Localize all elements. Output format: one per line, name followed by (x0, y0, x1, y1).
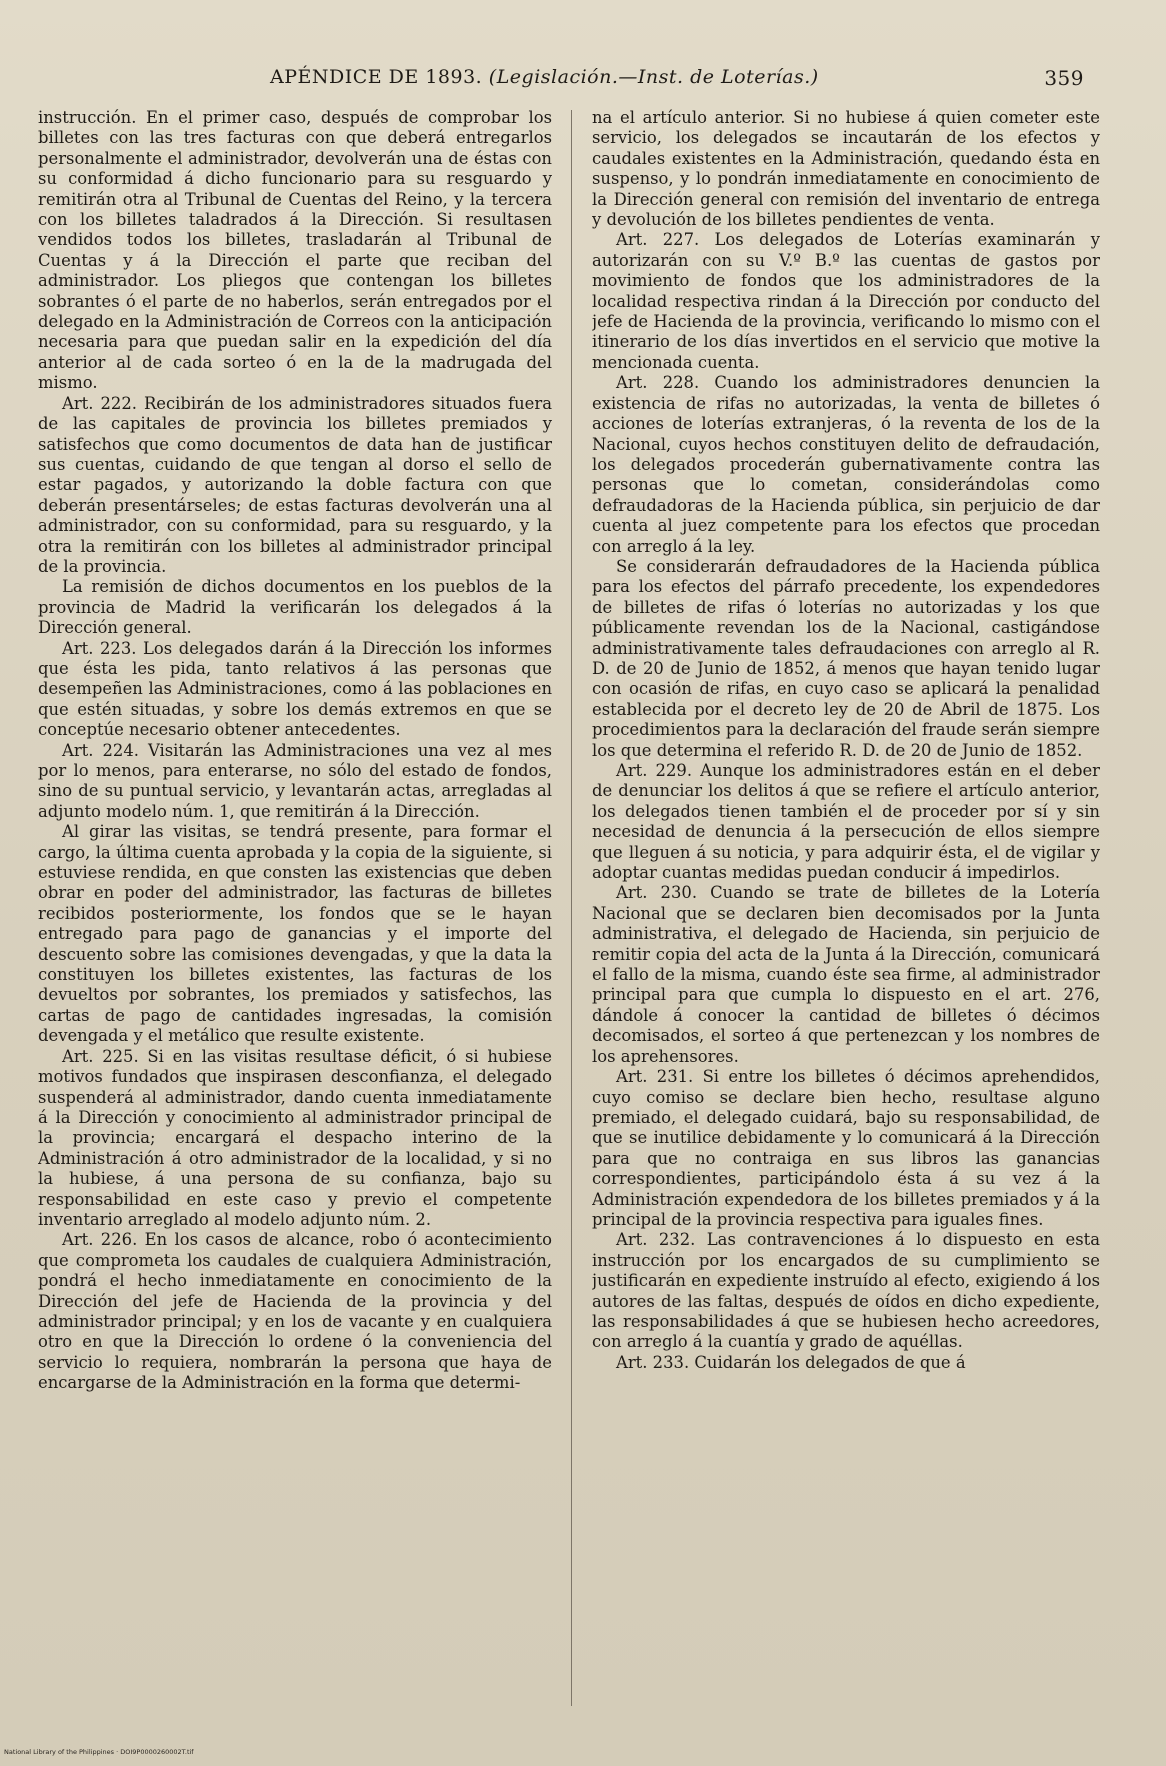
running-head-subtitle: (Legislación.—Inst. de Loterías.) (488, 66, 819, 88)
paragraph: Art. 226. En los casos de alcance, robo ó acontecimiento que comprometa los caudales de cualquiera Administración, pondrá el hecho inmediatamente en conocimiento de la Dirección del jefe de Hacienda de la provincia y del administrador principal; y en los de vacante y en cualquiera otro en que la Dirección lo ordene ó la conveniencia del servicio lo requiera, nombrarán la persona que haya de encargarse de la Administración en la forma que determi- (38, 1230, 552, 1393)
column-divider (571, 110, 572, 1706)
paragraph: instrucción. En el primer caso, después de comprobar los billetes con las tres facturas con que deberá entregarlos personalmente el administrador, devolverán una de éstas con su conformidad á dicho funcionario para su resguardo y remitirán otra al Tribunal de Cuentas del Reino, y la tercera con los billetes taladrados á la Dirección. Si resultasen vendidos todos los billetes, trasladarán al Tribunal de Cuentas y á la Dirección el parte que reciban del administrador. Los pliegos que contengan los billetes sobrantes ó el parte de no haberlos, serán entregados por el delegado en la Administración de Correos con la anticipación necesaria para que puedan salir en la expedición del día anterior al de cada sorteo ó en la de la madrugada del mismo. (38, 108, 552, 393)
paragraph: Art. 223. Los delegados darán á la Dirección los informes que ésta les pida, tanto relativos á las personas que desempeñen las Administraciones, como á las poblaciones en que estén situadas, y sobre los demás extremos en que se conceptúe necesario obtener antecedentes. (38, 638, 552, 740)
right-column (592, 108, 1100, 1706)
running-head (270, 66, 1090, 96)
paragraph: Art. 224. Visitarán las Administraciones una vez al mes por lo menos, para enterarse, no sólo del estado de fondos, sino de su puntual servicio, y levantarán actas, arregladas al adjunto modelo núm. 1, que remitirán á la Dirección. (38, 740, 552, 821)
paragraph: Art. 227. Los delegados de Loterías examinarán y autorizarán con su V.º B.º las cuentas de gastos por movimiento de fondos que los administradores de la localidad respectiva rindan á la Dirección por conducto del jefe de Hacienda de la provincia, verificando lo mismo con el itinerario de los días invertidos en el servicio que motive la mencionada cuenta. (592, 230, 1100, 372)
paragraph: Se considerarán defraudadores de la Hacienda pública para los efectos del párrafo precedente, los expendedores de billetes de rifas ó loterías no autorizadas y los que públicamente revendan los de la Nacional, castigándose administrativamente tales defraudaciones con arreglo al R. D. de 20 de Junio de 1852, á menos que hayan tenido lugar con ocasión de rifas, en cuyo caso se aplicará la penalidad establecida por el decreto ley de 20 de Abril de 1875. Los procedimientos para la declaración del fraude serán siempre los que determina el referido R. D. de 20 de Junio de 1852. (592, 556, 1100, 760)
paragraph: Art. 233. Cuidarán los delegados de que á (616, 1352, 966, 1372)
running-head-title: APÉNDICE DE 1893. (270, 66, 483, 88)
paragraph: Art. 225. Si en las visitas resultase déficit, ó si hubiese motivos fundados que inspirasen desconfianza, el delegado suspenderá al administrador, dando cuenta inmediatamente á la Dirección y conocimiento al administrador principal de la provincia; encargará el despacho interino de la Administración á otro administrador de la localidad, y si no la hubiese, á una persona de su confianza, bajo su responsabilidad en este caso y previo el competente inventario arreglado al modelo adjunto núm. 2. (38, 1046, 552, 1229)
scan-footer: National Library of the Philippines · DOI9P0000260002T.tif (4, 1748, 194, 1756)
paragraph: Art. 230. Cuando se trate de billetes de la Lotería Nacional que se declaren bien decomisados por la Junta administrativa, el delegado de Hacienda, sin perjuicio de remitir copia del acta de la Junta á la Dirección, comunicará el fallo de la misma, cuando éste sea firme, al administrador principal para que cumpla lo dispuesto en el art. 276, dándole á conocer la cantidad de billetes ó décimos decomisados, el sorteo á que pertenezcan y los nombres de los aprehensores. (592, 883, 1100, 1066)
paragraph: Al girar las visitas, se tendrá presente, para formar el cargo, la última cuenta aprobada y la copia de la siguiente, si estuviese rendida, en que consten las existencias que deben obrar en poder del administrador, las facturas de billetes recibidos posteriormente, los fondos que se le hayan entregado para pago de ganancias y el importe del descuento sobre las comisiones devengadas, y que la data la constituyen los billetes existentes, las facturas de los devueltos por sobrantes, los premiados y satisfechos, las cartas de pago de cantidades ingresadas, la comisión devengada y el metálico que resulte existente. (38, 822, 552, 1046)
paragraph: Art. 222. Recibirán de los administradores situados fuera de las capitales de provincia los billetes premiados y satisfechos que como documentos de data han de justificar sus cuentas, cuidando de que tengan al dorso el sello de estar pagados, y autorizando la doble factura con que deberán presentárseles; de estas facturas devolverán una al administrador, con su conformidad, para su resguardo, y la otra la remitirán con los billetes al administrador principal de la provincia. (38, 393, 552, 576)
paragraph: Art. 228. Cuando los administradores denuncien la existencia de rifas no autorizadas, la venta de billetes ó acciones de loterías extranjeras, ó la reventa de los de la Nacional, cuyos hechos constituyen delito de defraudación, los delegados procederán gubernativamente contra las personas que lo cometan, considerándolas como defraudadoras de la Hacienda pública, sin perjuicio de dar cuenta al juez competente para los efectos que procedan con arreglo á la ley. (592, 373, 1100, 556)
paragraph: Art. 231. Si entre los billetes ó décimos aprehendidos, cuyo comiso se declare bien hecho, resultase alguno premiado, el delegado cuidará, bajo su responsabilidad, de que se inutilice debidamente y lo comunicará á la Dirección para que no contraiga en sus libros las ganancias correspondientes, participándolo ésta á su vez á la Administración expendedora de los billetes premiados y á la principal de la provincia respectiva para iguales fines. (592, 1067, 1100, 1229)
paragraph: La remisión de dichos documentos en los pueblos de la provincia de Madrid la verificarán los delegados á la Dirección general. (38, 577, 552, 638)
paragraph: na el artículo anterior. Si no hubiese á quien cometer este servicio, los delegados se incautarán de los efectos y caudales existentes en la Administración, quedando ésta en suspenso, y lo pondrán inmediatamente en conocimiento de la Dirección general con remisión del inventario de entrega y devolución de los billetes pendientes de venta. (592, 108, 1100, 230)
running-head-text (270, 66, 819, 88)
left-column (38, 108, 552, 1706)
page-number: 359 (1044, 66, 1084, 90)
paragraph: Art. 232. Las contravenciones á lo dispuesto en esta instrucción por los encargados de su cumplimiento se justificarán en expediente instruído al efecto, exigiendo á los autores de las faltas, después de oídos en dicho expediente, las responsabilidades á que se hubiesen hecho acreedores, con arreglo á la cuantía y grado de aquéllas. (592, 1230, 1100, 1352)
paragraph: Art. 229. Aunque los administradores están en el deber de denunciar los delitos á que se refiere el artículo anterior, los delegados tienen también el de proceder por sí y sin necesidad de denuncia á la persecución de ellos siempre que lleguen á su noticia, y para adquirir ésta, el de vigilar y adoptar cuantas medidas puedan conducir á impedirlos. (592, 761, 1100, 883)
